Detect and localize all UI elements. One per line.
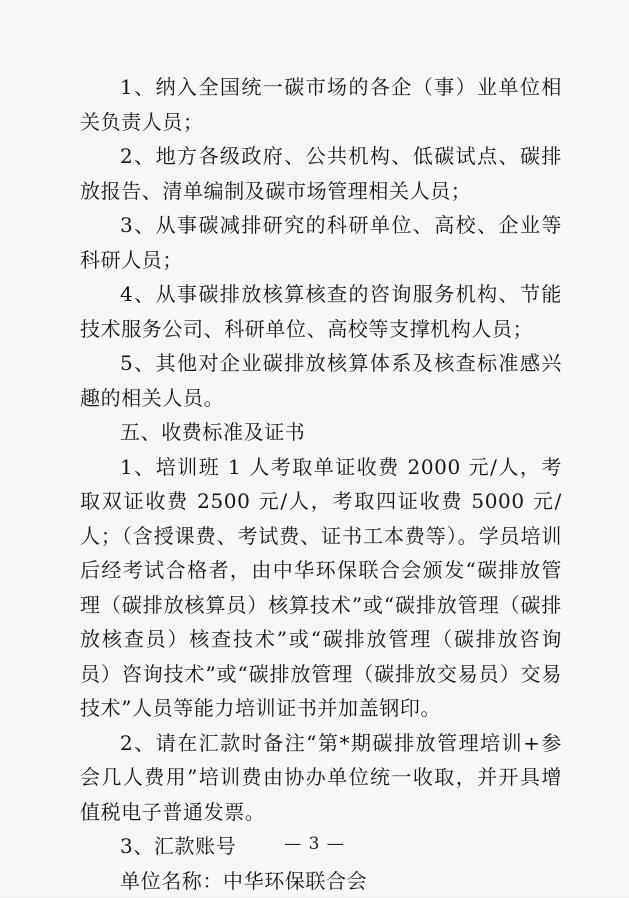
paragraph-fees-2: 2、请在汇款时备注“第*期碳排放管理培训+参会几人费用”培训费由协办单位统一收取，并开具增值税电子普通发票。 <box>80 726 562 830</box>
paragraph-fees-1: 1、培训班 1 人考取单证收费 2000 元/人，考取双证收费 2500 元/人，考取四证收费 5000 元/人；（含授课费、考试费、证书工本费等）。学员培训后经考试合格者，由中华环保联合会颁发“碳排放管理（碳排放核算员）核算技术”或“碳排放管理（碳排放核查员）核查技术”或“碳排放管理（碳排放咨询员）咨询技术”或“碳排放管理（碳排放交易员）交易技术”人员等能力培训证书并加盖钢印。 <box>80 450 562 726</box>
paragraph-fees-3: 3、汇款账号 <box>80 829 562 864</box>
page-number: — 3 — <box>0 834 629 854</box>
paragraph-audience-3: 3、从事碳减排研究的科研单位、高校、企业等科研人员； <box>80 208 562 277</box>
paragraph-audience-5: 5、其他对企业碳排放核算体系及核查标准感兴趣的相关人员。 <box>80 346 562 415</box>
paragraph-account-name: 单位名称：中华环保联合会 <box>80 864 562 898</box>
paragraph-audience-2: 2、地方各级政府、公共机构、低碳试点、碳排放报告、清单编制及碳市场管理相关人员； <box>80 139 562 208</box>
section-heading-fees: 五、收费标准及证书 <box>80 415 562 450</box>
paragraph-audience-4: 4、从事碳排放核算核查的咨询服务机构、节能技术服务公司、科研单位、高校等支撑机构人员； <box>80 277 562 346</box>
document-body <box>80 70 562 898</box>
paragraph-audience-1: 1、纳入全国统一碳市场的各企（事）业单位相关负责人员； <box>80 70 562 139</box>
